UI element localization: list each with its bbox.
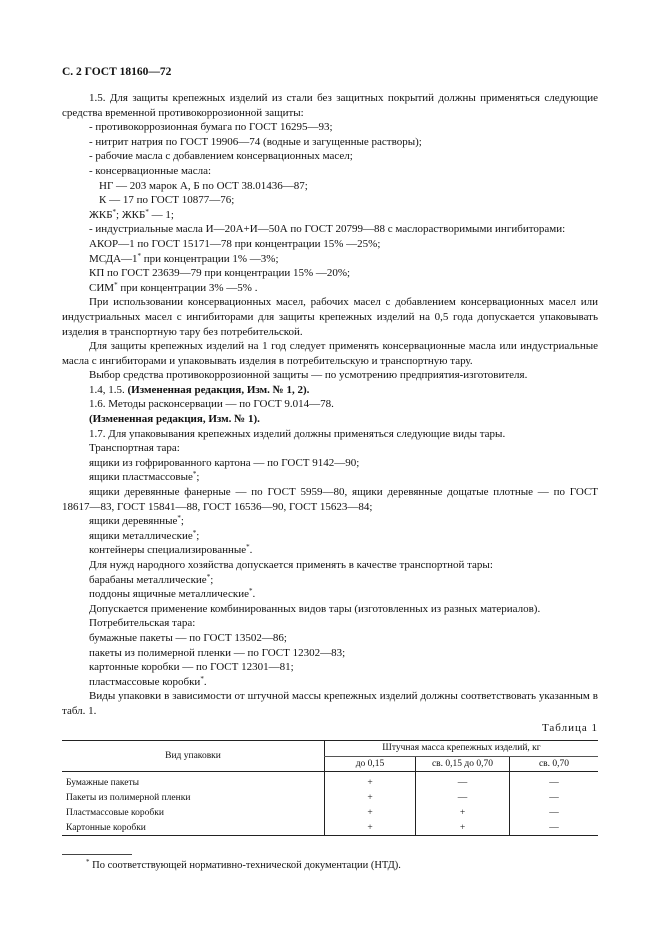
tare-item: контейнеры специализированные*. [89,543,253,557]
document-body [62,91,598,874]
subheader: св. 0,70 [510,756,599,772]
edition-note: 1.4, 1.5. (Измененная редакция, Изм. № 1, 2). [89,383,310,396]
transport-title: Транспортная тара: [89,442,180,455]
list-item: - противокоррозионная бумага по ГОСТ 16295—93; [89,121,333,134]
national-title: Для нужд народного хозяйства допускается применять в качестве транспортной тары: [89,559,493,571]
zhkb-line: ЖКБ*; ЖКБ* — 1; [89,207,174,221]
tare-item: картонные коробки — по ГОСТ 12301—81; [89,661,294,674]
table-caption: Таблица 1 [541,721,598,734]
footnote-divider [62,854,132,855]
tare-item: ящики металлические*; [89,528,200,542]
footnote: * По соответствующей нормативно-технической документации (НТД). [86,858,401,872]
inhibitor-item: МСДА—1* при концентрации 1% —3%; [89,251,279,265]
oil-item: К — 17 по ГОСТ 10877—76; [99,194,235,207]
list-item: - нитрит натрия по ГОСТ 19906—74 (водные и загущенные растворы); [89,135,422,148]
table-row: Пакеты из полимерной пленки + — — [62,790,598,805]
col-header-type: Вид упаковки [62,741,325,772]
table-row: Бумажные пакеты + — — [62,772,598,791]
paragraph-conservation: При использовании консервационных масел, рабочих масел с добавлением консервационных масел или индустриальных масел с ингибиторами для защиты крепежных изделий на 0,5 года допускается упаковывать изделия в транспортную тару без потребительской. [62,296,598,338]
page-header: С. 2 ГОСТ 18160—72 [62,66,172,78]
col-header-mass: Штучная масса крепежных изделий, кг [325,741,599,757]
consumer-title: Потребительская тара: [89,617,196,630]
clause-1-6: 1.6. Методы расконсервации — по ГОСТ 9.014—78. [89,398,334,411]
tare-item: пластмассовые коробки*. [89,674,207,688]
tare-item: поддоны ящичные металлические*. [89,587,256,601]
oil-item: НГ — 203 марок А, Б по ОСТ 38.01436—87; [99,179,308,192]
list-item: - консервационные масла: [89,164,212,177]
subheader: св. 0,15 до 0,70 [416,756,510,772]
table-row: Картонные коробки + + — [62,820,598,836]
paragraph-one-year: Для защиты крепежных изделий на 1 год следует применять консервационные масла или индустриальные масла с ингибиторами и упаковывать изделия в потребительскую и транспортную тару. [62,340,598,367]
table-row: Пластмассовые коробки + + — [62,805,598,820]
packaging-table [62,740,598,836]
clause-1-5: 1.5. Для защиты крепежных изделий из стали без защитных покрытий должны применяться следующие средства временной противокоррозионной защиты: [62,92,598,119]
inhibitor-item: АКОР—1 по ГОСТ 15171—78 при концентрации 15% —25%; [89,237,381,250]
clause-1-7: 1.7. Для упаковывания крепежных изделий должны применяться следующие виды тары. [89,427,506,440]
tare-item: ящики пластмассовые*; [89,470,200,484]
list-item: - рабочие масла с добавлением консервационных масел; [89,150,353,163]
tare-item: барабаны металлические*; [89,572,214,586]
tare-item: ящики деревянные фанерные — по ГОСТ 5959—80, ящики деревянные дощатые плотные — по ГОСТ 18617—83, ГОСТ 15841—88, ГОСТ 16536—90, ГОСТ 15623—84; [62,486,598,513]
tare-item: бумажные пакеты — по ГОСТ 13502—86; [89,631,287,644]
industrial-oils: - индустриальные масла И—20А+И—50А по ГОСТ 20799—88 с маслорастворимыми ингибиторами: [89,223,566,236]
tare-item: пакеты из полимерной пленки — по ГОСТ 12302—83; [89,646,346,659]
subheader: до 0,15 [325,756,416,772]
paragraph-choice: Выбор средства противокоррозионной защиты — по усмотрению предприятия-изготовителя. [89,369,528,382]
inhibitor-item: СИМ* при концентрации 3% —5% . [89,280,258,294]
tare-item: ящики деревянные*; [89,514,184,528]
pack-types-paragraph: Виды упаковки в зависимости от штучной массы крепежных изделий должны соответствовать указанным в табл. 1. [62,690,598,717]
tare-item: ящики из гофрированного картона — по ГОСТ 9142—90; [89,456,360,469]
inhibitor-item: КП по ГОСТ 23639—79 при концентрации 15% —20%; [89,267,351,280]
combined-note: Допускается применение комбинированных видов тары (изготовленных из разных материалов). [89,602,541,615]
edition-note: (Измененная редакция, Изм. № 1). [89,413,260,426]
